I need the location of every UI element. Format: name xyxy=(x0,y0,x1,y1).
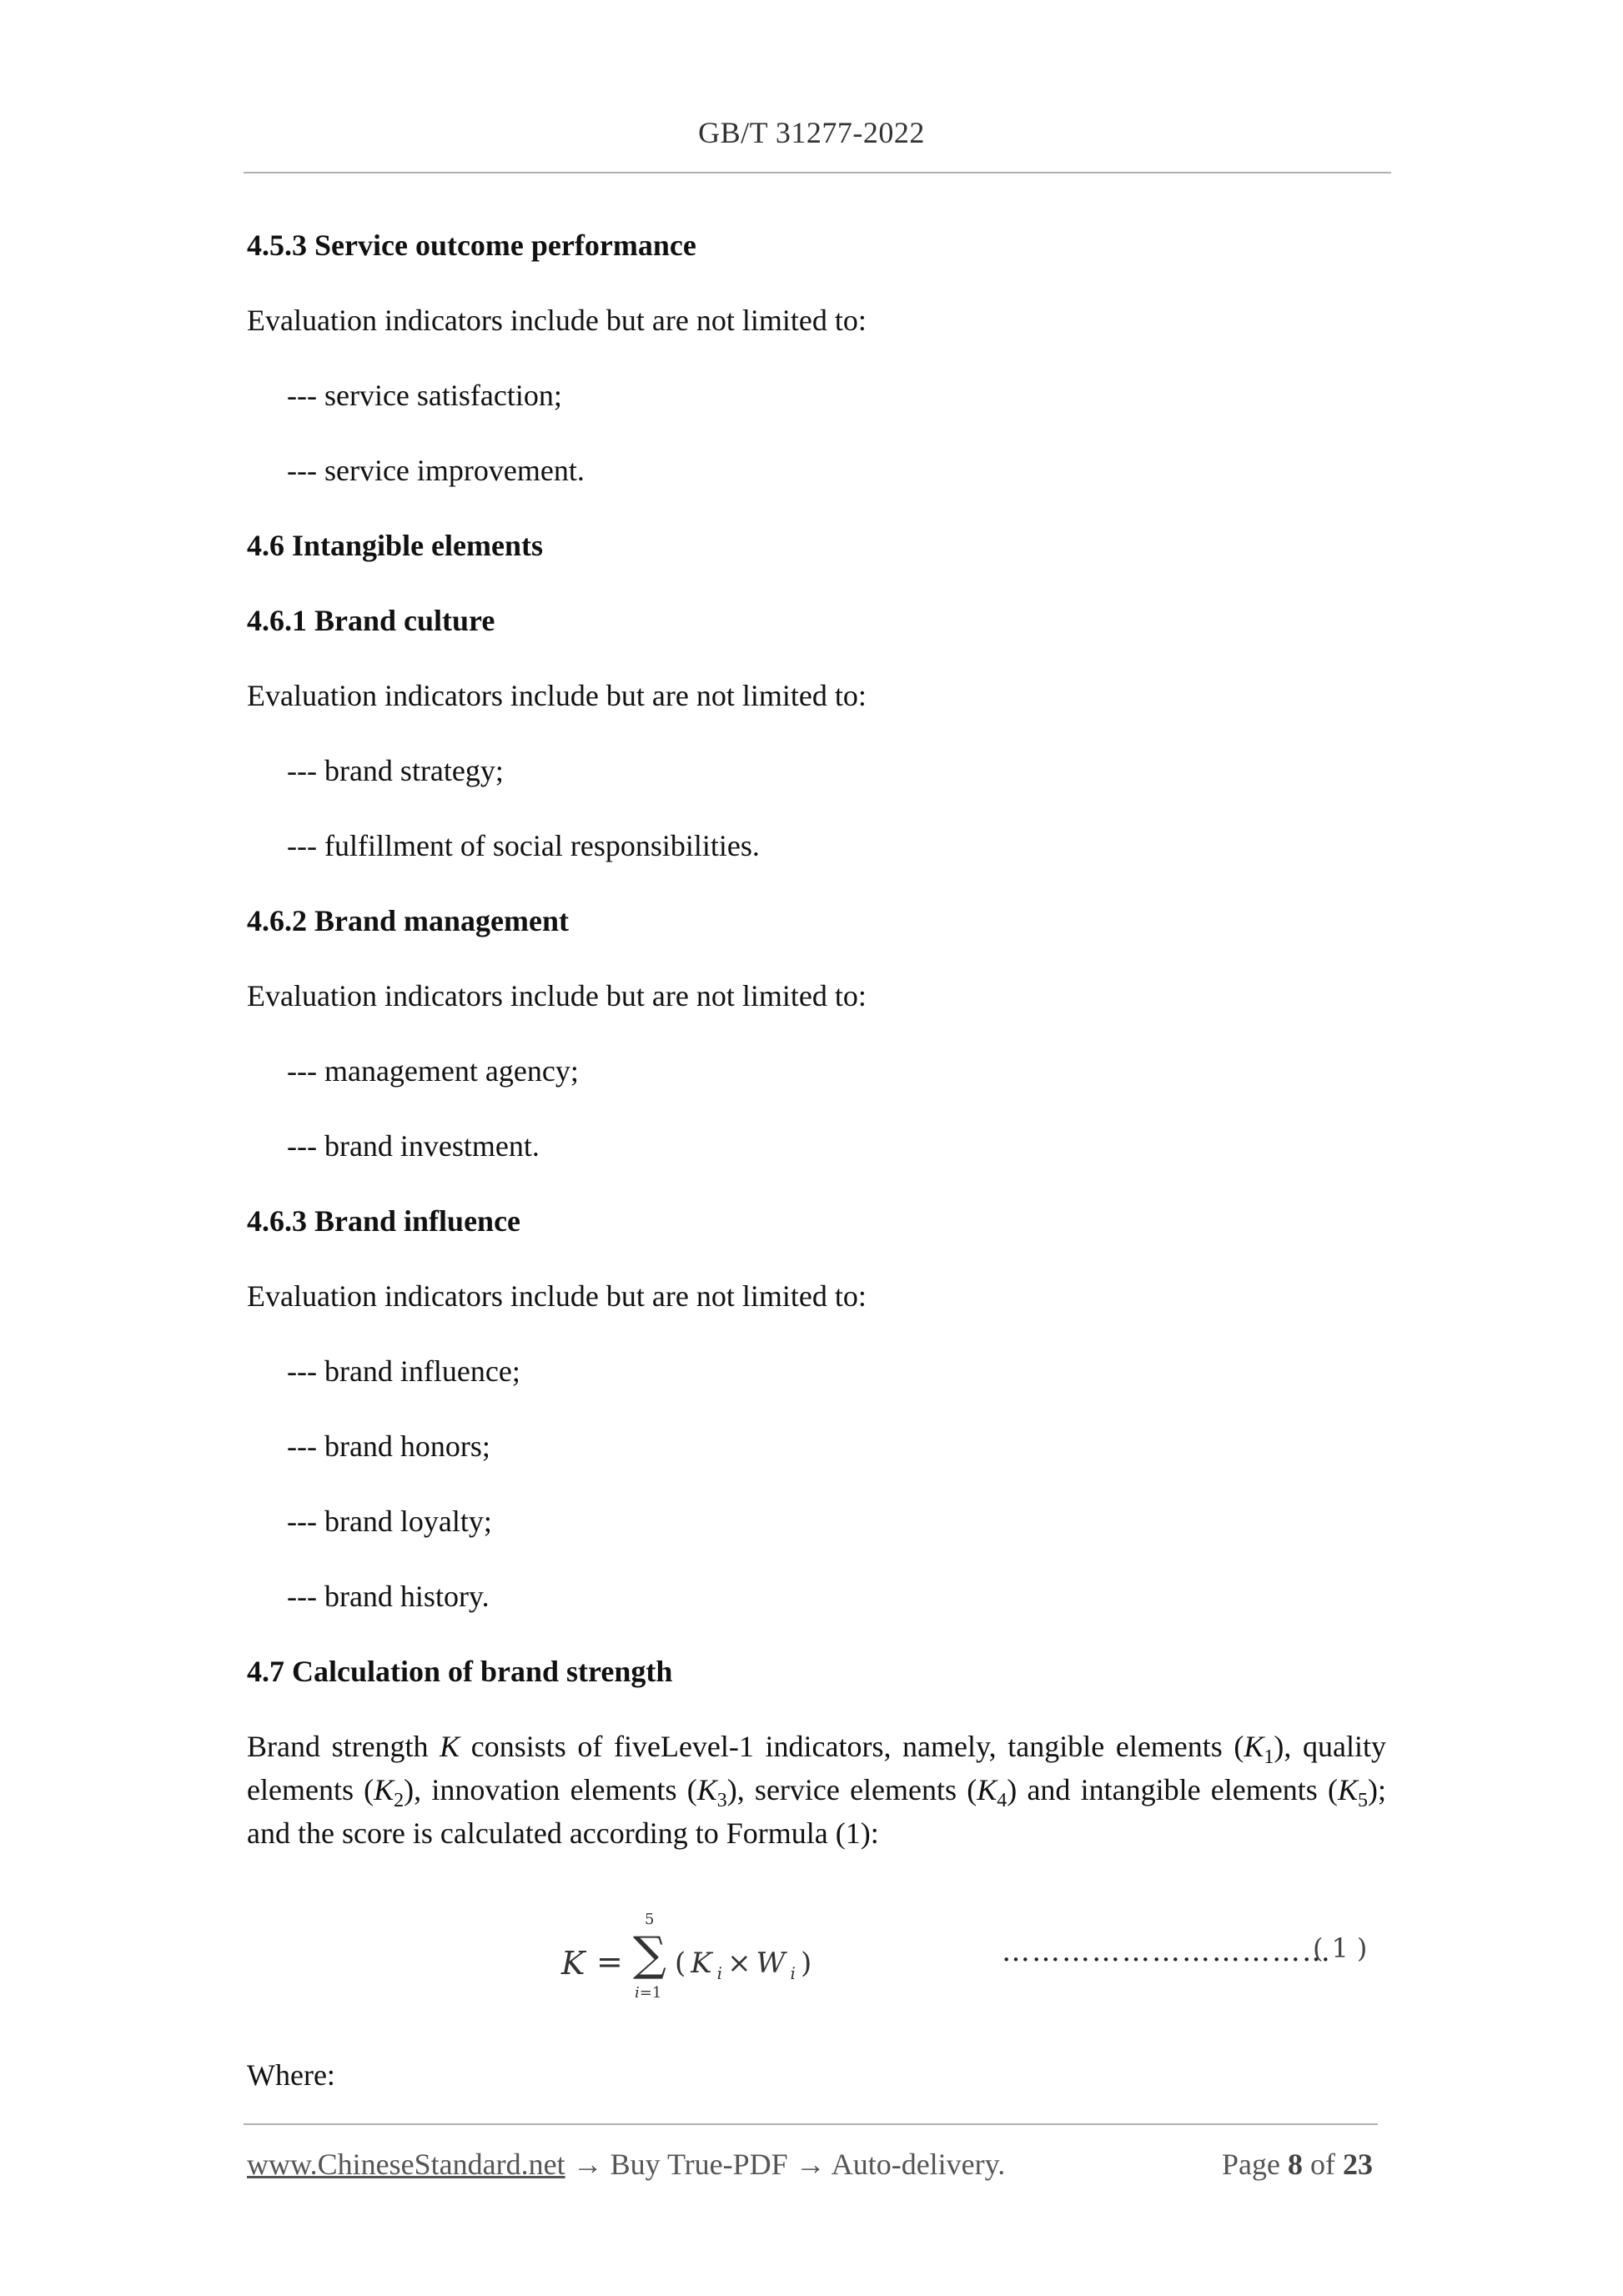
section-heading-4-7: 4.7 Calculation of brand strength xyxy=(247,1655,673,1688)
page-body xyxy=(247,224,1386,2128)
list-item: --- fulfillment of social responsibilities. xyxy=(287,829,760,862)
site-link[interactable]: www.ChineseStandard.net xyxy=(247,2148,565,2181)
section-heading-4-6-3: 4.6.3 Brand influence xyxy=(247,1204,521,1238)
current-page: 8 xyxy=(1288,2148,1303,2181)
list-item: --- brand honors; xyxy=(287,1429,490,1463)
paragraph-brand-strength: Brand strength K consists of fiveLevel-1 indicators, namely, tangible elements $(K_1)$, quality elements $(K_2)$, innovation elements $(K_3)$, service elements $(K_4)$ and intangible elements $(K_5)$; and the score is calculated according to Formula (1): xyxy=(247,1730,1386,1850)
page-footer xyxy=(247,2147,1378,2190)
sum-lower-limit: i=1 xyxy=(635,1984,662,2002)
paragraph: Evaluation indicators include but are not limited to: xyxy=(247,679,867,712)
formula-body: $(K_i\times W_i)$ xyxy=(675,1947,817,1983)
list-item: --- brand strategy; xyxy=(287,754,504,787)
footer-divider xyxy=(244,2123,1378,2125)
list-item: --- brand history. xyxy=(287,1580,490,1613)
formula-leader-dots: …………………………… xyxy=(1002,1935,1332,1968)
list-item: --- brand influence; xyxy=(287,1354,520,1388)
paragraph: Evaluation indicators include but are not limited to: xyxy=(247,1279,867,1313)
footer-delivery-text: Auto-delivery. xyxy=(831,2148,1006,2181)
arrow-icon: → xyxy=(787,2148,832,2181)
section-heading-4-6-2: 4.6.2 Brand management xyxy=(247,904,569,937)
formula-1 xyxy=(247,1887,1386,2020)
list-item: --- service satisfaction; xyxy=(287,379,562,412)
list-item: --- brand investment. xyxy=(287,1129,540,1163)
header-divider xyxy=(244,172,1391,173)
paragraph-where: Where: xyxy=(247,2058,335,2092)
footer-buy-text: Buy True-PDF xyxy=(610,2148,788,2181)
document-header-id: GB/T 31277-2022 xyxy=(698,116,925,149)
sum-upper-limit: 5 xyxy=(645,1911,655,1928)
formula-number: (1) xyxy=(1313,1932,1376,1964)
section-heading-4-6-1: 4.6.1 Brand culture xyxy=(247,604,495,637)
list-item: --- service improvement. xyxy=(287,454,585,487)
summation-symbol: ∑ xyxy=(633,1927,666,1982)
footer-left xyxy=(247,2147,1005,2182)
total-pages: 23 xyxy=(1343,2148,1373,2181)
formula-equals: = xyxy=(596,1943,623,1980)
section-heading-4-6: 4.6 Intangible elements xyxy=(247,529,543,562)
paragraph: Evaluation indicators include but are not limited to: xyxy=(247,304,867,337)
arrow-icon: → xyxy=(565,2148,611,2181)
list-item: --- brand loyalty; xyxy=(287,1505,492,1538)
list-item: --- management agency; xyxy=(287,1054,579,1088)
paragraph: Evaluation indicators include but are not limited to: xyxy=(247,979,867,1012)
section-heading-4-5-3: 4.5.3 Service outcome performance xyxy=(247,229,696,262)
formula-lhs: K xyxy=(561,1945,585,1982)
page-counter: Page 8 of 23 xyxy=(1222,2148,1373,2181)
